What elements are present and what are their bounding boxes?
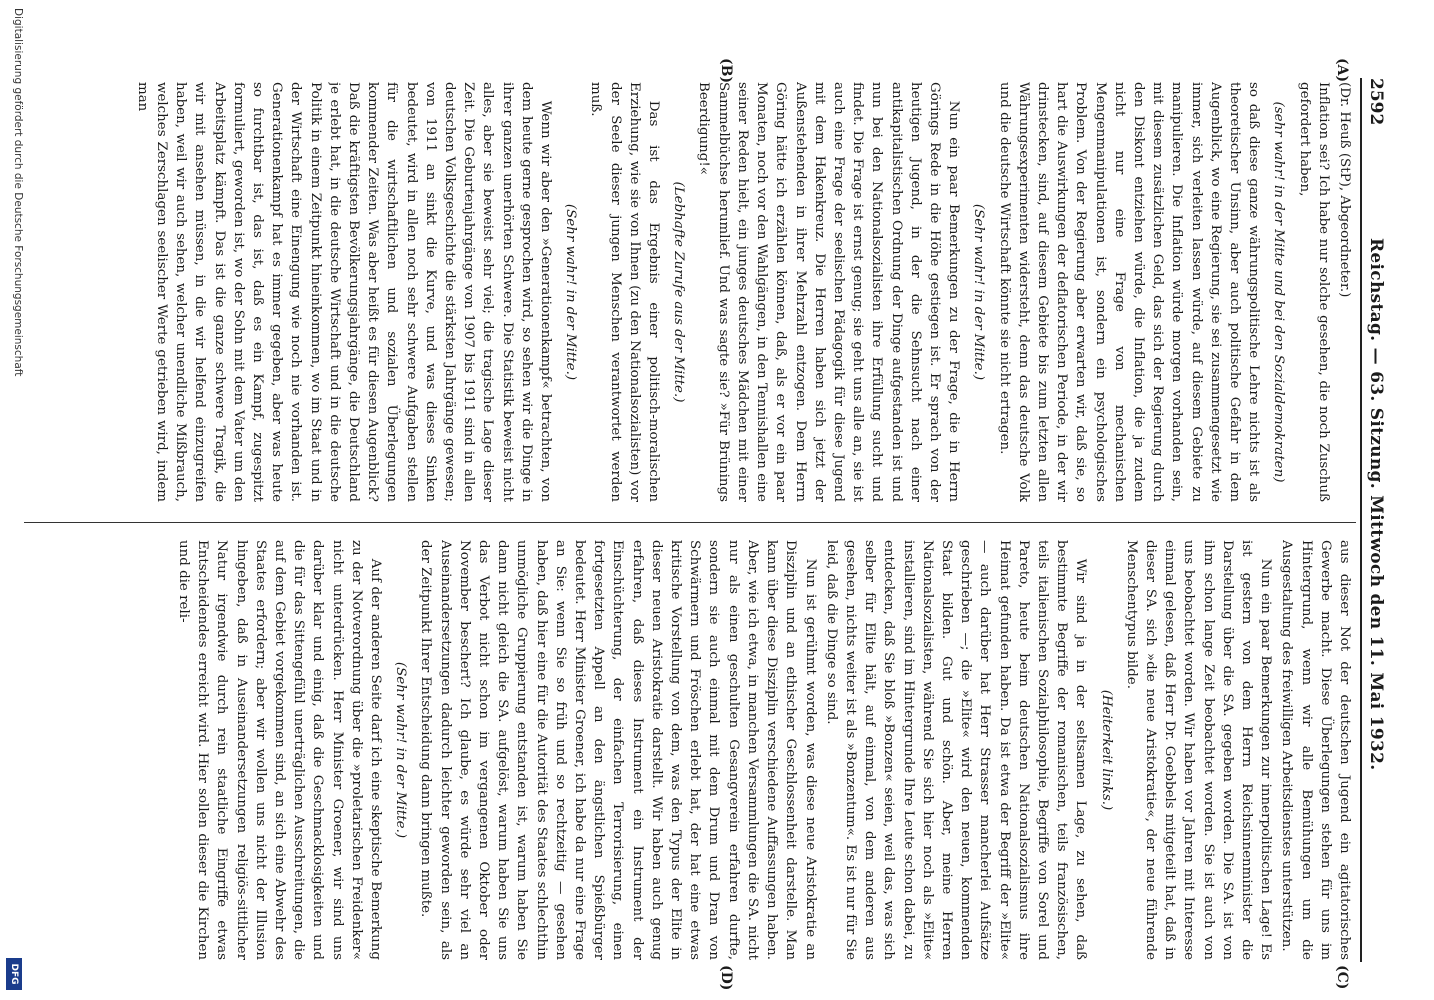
interjection: (Sehr wahr! in der Mitte.) — [393, 661, 409, 839]
page-number: 2592 — [1366, 78, 1386, 126]
margin-marker-d: (D) — [718, 965, 734, 991]
running-head: Reichstag. — 63. Sitzung. Mittwoch den 11. Mai 1932. — [1366, 238, 1386, 771]
right-column — [24, 540, 1354, 960]
speaker-line: (Dr. Heuß (StP), Abgeordneter.) — [1337, 82, 1352, 298]
interjection: (Heiterkeit links.) — [1098, 689, 1114, 811]
column-divider — [24, 522, 1356, 523]
paragraph: Nun ein paar Bemerkungen zur innerpolitischen Lage! Es ist gestern von dem Herrn Reichsinnenminister die Darstellung über die SA. gegeben worden. Die SA. ist von ihm schon lange Zeit beobachtet worden. Sie ist auch von uns beobachtet worden. Wir haben vor Jahren mit Interesse einmal gelesen, daß Herr Dr. Goebbels mitgeteilt hat, daß in dieser SA. sich »die neue Aristokratie«, der neue führende Menschentypus bilde. — [1123, 540, 1274, 960]
paragraph: Nun ein paar Bemerkungen zu der Frage, die in Herrn Görings Rede in die Höhe gestiegen ist. Er sprach von der heutigen Jugend, in der die Sehnsucht nach einer antikapitalistischen Ordnung der Dinge aufgestanden ist und nun bei den Nationalsozialisten ihre Erfüllung sucht und findet. Die Frage ist ernst genug; sie geht uns alle an, sie ist auch eine Frage der seelischen Pädagogik für diese Jugend mit dem Hakenkreuz. Die Herren haben sich jetzt der Außenstehenden in ihrer Mehrzahl entzogen. Dem Herrn Göring hätte ich erzählen können, daß, als er vor ein paar Monaten, noch vor den Wahlgängen, in den Tennishallen eine seiner Reden hielt, ein junges deutsches Mädchen mit einer Sammelbüchse herumlief. Und was sagte sie? »Für Brünings Beerdigung!« — [696, 82, 962, 502]
left-column — [24, 82, 1354, 502]
paragraph: so daß diese ganze währungspolitische Lehre nichts ist als theoretischer Unsinn, aber auch politische Gefahr in dem Augenblick, wo eine Regierung, sie sei zusammengesetzt wie immer, sich verleiten lassen würde, auf diesem Gebiete zu manipulieren. Die Inflation würde morgen vorhanden sein, mit diesem zusätzlichen Geld, das sich der Regierung durch den Diskont entziehen würde, die Inflation, die ja zudem nicht nur eine Frage von mechanischen Mengenmanipulationen ist, sondern ein psychologisches Problem. Von der Regierung aber erwarten wir, daß sie, so hart die Auswirkungen der deflatorischen Periode, in der wir drinstecken, sind, auf diesem Gebiete bis zum letzten allen Währungsexperimenten widersteht, denn das deutsche Volk und die deutsche Wirtschaft könnte sie nicht ertragen. — [996, 82, 1262, 502]
interjection: (Lebhafte Zurufe aus der Mitte.) — [671, 181, 687, 403]
paragraph: Nun ist gerühmt worden, was diese neue Aristokratie an Disziplin und an ethischer Geschlossenheit darstelle. Man kann über diese Disziplin verschiedene Auffassungen haben. Aber, wie ich etwa, in manchen Versammlungen die SA. nicht nur als einen geschulten Gesangverein erfahren durfte, sondern sie auch einmal mit dem Drum und Dran von Schwärmern und Fröschen erlebt hat, der hat eine etwas kritische Vorstellung von dem, was den Typus der Elite in dieser neuen Aristokratie darstellt. Wir haben auch genug erfahren, daß dieses Instrument ein Instrument der Einschüchterung, der einfachen Terrorisierung, einen fortgesetzten Appell an den ängstlichen Spießbürger bedeutet. Herr Minister Groener, ich habe da nur eine Frage an Sie: wenn Sie so früh und so rechtzeitig — gesehen haben, daß hier eine für die Autorität des Staates schlechthin unmögliche Gruppierung entstanden ist, warum haben Sie dann nicht gleich die SA. aufgelöst, warum haben Sie uns das Verbot nicht schon im vergangenen Oktober oder November beschert? Ich glaube, es würde sehr viel an Auseinandersetzungen dadurch leichter geworden sein, als der Zeitpunkt Ihrer Entscheidung dann bringen mußte. — [418, 540, 818, 960]
header-rule — [1360, 78, 1362, 962]
dfg-logo-icon: DFG — [6, 958, 22, 990]
paragraph: aus dieser Not der deutschen Jugend ein agitatorisches Gewerbe macht. Diese Überlegungen stehen für uns im Hintergrund, wenn wir alle Bemühungen um die Ausgestaltung des freiwilligen Arbeitsdienstes unterstützen. — [1279, 540, 1352, 960]
interjection: (Sehr wahr! in der Mitte.) — [971, 203, 987, 381]
digitization-note: Digitalisierung gefördert durch die Deutsche Forschungsgemeinschaft — [12, 8, 24, 377]
page-header — [1366, 78, 1392, 962]
paragraph: Inflation sei? Ich habe nur solche gesehen, die noch Zuschuß gefordert haben, — [1296, 82, 1331, 502]
margin-marker-c: (C) — [1334, 965, 1350, 990]
margin-marker-b: (B) — [718, 58, 734, 84]
margin-marker-a: (A) — [1334, 58, 1350, 83]
interjection: (Sehr wahr! in der Mitte.) — [563, 203, 579, 381]
paragraph: Das ist das Ergebnis einer politisch-moralischen Erziehung, wie sie von Ihnen (zu den Nationalsozialisten) vor der Seele dieser jungen Menschen verantwortet werden muß. — [588, 82, 662, 502]
paragraph: Wir sind ja in der seltsamen Lage, zu sehen, daß bestimmte Begriffe der romanischen, teils französischen, teils italienischen Sozialphilosophie, Begriffe von Sorel und Pareto, heute beim deutschen Nationalsozialismus ihre Heimat gefunden haben. Da ist etwa der Begriff der »Elite« — auch darüber hat Herr Strasser mancherlei Aufsätze geschrieben —; die »Elite« wird den neuen, kommenden Staat bilden. Gut und schön. Aber, meine Herren Nationalsozialisten, während Sie sich hier noch als »Elite« installieren, sind im Hintergrunde Ihre Leute schon dabei, zu entdecken, daß Sie bloß »Bonzen« seien, weil das, was sich selber für Elite hält, auf einmal, von dem anderen aus gesehen, nichts weiter ist als »Bonzentum«. Es ist nur für Sie leid, daß die Dinge so sind. — [823, 540, 1089, 960]
interjection: (sehr wahr! in der Mitte und bei den Sozialdemokraten) — [1271, 101, 1287, 483]
paragraph: Wenn wir aber den »Generationenkampf« betrachten, von dem heute gerne gesprochen wird, so sehen wir die Dinge in ihrer ganzen unerhörten Schwere. Die Statistik beweist nicht alles, aber sie beweist sehr viel; die tragische Lage dieser Zeit. Die Geburtenjahrgänge von 1907 bis 1911 sind in allen deutschen Volksgeschichte die stärksten Jahrgänge gewesen; von 1911 an sinkt die Kurve, und was dieses Sinken bedeutet, wird in allen noch sehr schwere Aufgaben stellen für die wirtschaftlichen und sozialen Überlegungen kommender Zeiten. Was aber heißt es für diesen Augenblick? Daß die kräftigsten Bevölkerungsjahrgänge, die Deutschland je erlebt hat, in die deutsche Wirtschaft und in die deutsche Politik in einem Zeitpunkt hineinkommen, wo im Staat und in der Wirtschaft eine Einengung wie noch nie vorhanden ist. Generationenkampf hat es immer gegeben, aber was heute so furchtbar ist, das ist, daß es ein Kampf, zugespitzt formuliert, geworden ist, wo der Sohn mit dem Vater um den Arbeitsplatz kämpft. Das ist die ganze schwere Tragik, die wir mit ansehen müssen, in die wir helfend einzugreifen haben, weil wir auch sehen, welcher unendliche Mißbrauch, welches Zerschlagen seelischer Werte getrieben wird, indem man — [134, 82, 554, 502]
paragraph: Auf der anderen Seite darf ich eine skeptische Bemerkung zu der Notverordnung über die »proletarischen Freidenker« nicht unterdrücken. Herr Minister Groener, wir sind uns darüber klar und einig, daß die Geschmacklosigkeiten und die für das Sittengefühl unerträglichen Ausschreitungen, die auf dem Gebiet vorgekommen sind, an sich eine Abwehr des Staates erfordern; aber wir wollen uns nicht der Illusion hingeben, daß in Auseinandersetzungen religiös-sittlicher Natur irgendwie durch rein staatliche Eingriffe etwas Entscheidendes erreicht wird. Hier sollen dieser die Kirchen und die reli- — [176, 540, 384, 960]
footer — [0, 0, 24, 1000]
